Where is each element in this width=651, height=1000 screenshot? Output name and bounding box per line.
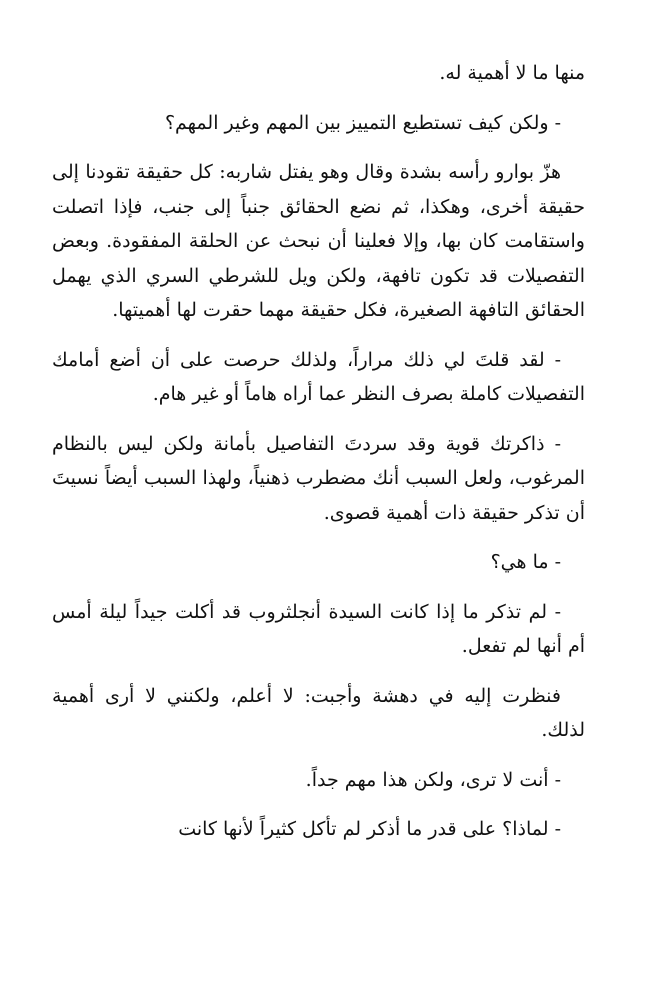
- paragraph-10: - لماذا؟ على قدر ما أذكر لم تأكل كثيراً لأنها كانت: [178, 818, 561, 840]
- paragraph-4: - لقد قلتَ لي ذلك مراراً، ولذلك حرصت على أن أضع أمامك التفصيلات كاملة بصرف النظر عما أراه هاماً أو غير هام.: [52, 348, 585, 405]
- paragraph-1: منها ما لا أهمية له.: [439, 62, 585, 84]
- paragraph-7: - لم تذكر ما إذا كانت السيدة أنجلثروب قد أكلت جيداً ليلة أمس أم أنها لم تفعل.: [52, 600, 585, 657]
- paragraph-6: - ما هي؟: [490, 551, 561, 573]
- paragraph-9: - أنت لا ترى، ولكن هذا مهم جداً.: [305, 768, 561, 791]
- paragraph-8: فنظرت إليه في دهشة وأجبت: لا أعلم، ولكنني لا أرى أهمية لذلك.: [52, 684, 585, 741]
- book-page: [52, 56, 585, 862]
- paragraph-3: هزّ بوارو رأسه بشدة وقال وهو يفتل شاربه: كل حقيقة تقودنا إلى حقيقة أخرى، وهكذا، ثم نضع الحقائق جنباً إلى جنب، فإذا اتصلت واستقامت كان بها، وإلا فعلينا أن نبحث عن الحلقة المفقودة. وبعض التفصيلات قد تكون تافهة، ولكن ويل للشرطي السري الذي يهمل الحقائق التافهة الصغيرة، فكل حقيقة مهما حقرت لها أهميتها.: [52, 161, 585, 321]
- paragraph-2: - ولكن كيف تستطيع التمييز بين المهم وغير المهم؟: [164, 111, 561, 134]
- paragraph-5: - ذاكرتك قوية وقد سردتَ التفاصيل بأمانة ولكن ليس بالنظام المرغوب، ولعل السبب أنك مضطرب ذهنياً، ولهذا السبب أيضاً نسيتَ أن تذكر حقيقة ذات أهمية قصوى.: [52, 432, 585, 524]
